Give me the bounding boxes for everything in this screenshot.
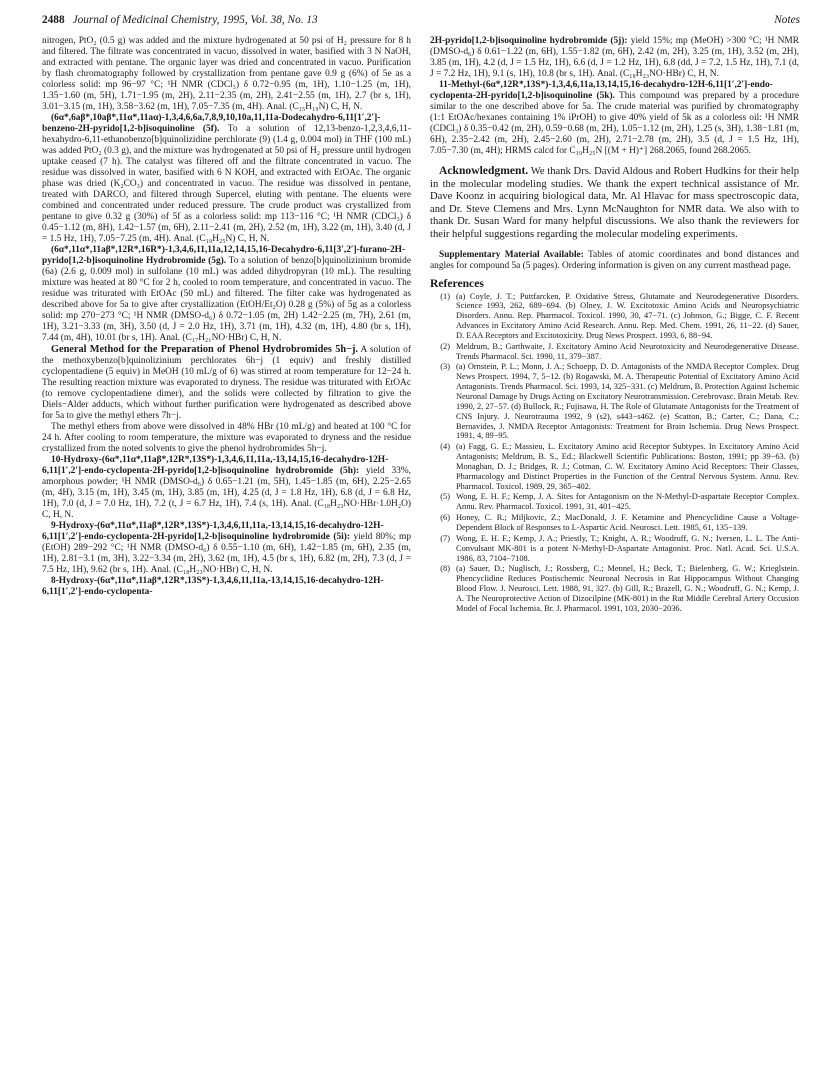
right-column — [430, 36, 799, 615]
body-columns — [42, 36, 800, 615]
supplementary-title: Supplementary Material Available: — [439, 249, 584, 260]
reference-item — [430, 534, 799, 564]
paragraph-5g — [42, 245, 411, 344]
paragraph-5k — [430, 80, 799, 157]
reference-item — [430, 564, 799, 613]
compound-name-5i: 9-Hydroxy-(6α*,11α*,11aβ*,12R*,13S*)-1,3,4,6,11,11a,-13,14,15,16-decahydro-12H-6,11[1′,2′]-endo-cyclopenta-2H-pyrido[1,2-b]isoquinoline hydrobromide (5i): — [42, 521, 384, 542]
procedure-5f: To a solution of 12,13-benzo-1,2,3,4,6,11-hexahydro-6,11-ethanobenzo[b]quinolizidine perchlorate (9) (1.4 g, 0.004 mol) in THF (100 mL) was added PtO₂ (0.3 g), and the mixture was hydrogenated at 50 psi of H₂ pressure until hydrogen uptake ceased (7 h). The catalyst was filtered off and the filtrate concentrated in vacuo. The residue was dissolved in water, basified with 6 N KOH, and extracted with EtOAc. The organic phase was dried (K₂CO₃) and concentrated in vacuo. The residue was dissolved in pentane, treated with DARCO, and filtered through Supercel, eluting with pentane. The eluents were combined and concentrated under reduced pressure. The crude product was crystallized from pentane to give 0.32 g (30%) of 5f as a colorless solid: mp 113−116 °C; ¹H NMR (CDCl₃) δ 0.45−1.12 (m, 8H), 1.42−1.57 (m, 6H), 2.11−2.41 (m, 2H), 2.52 (m, 1H), 3.22 (m, 1H), 3.40 (d, J = 1.5 Hz, 1H), 7.05−7.25 (m, 4H). Anal. (C₁₉H₂₅N) C, H, N. — [42, 124, 411, 244]
reference-text: (a) Ornstein, P. L.; Monn, J. A.; Schoepp, D. D. Antagonists of the NMDA Receptor Complex. Drug News Prospect. 1994, 7, 5−12. (b) Rogawski, M. A. Therapeutic Potential of Excitatory Amino Acid Antagonists. Trends Pharmacol. Sci. 1993, 14, 325−331. (c) Meldrum, B. Protection Against Ischemic Neuronal Damage by Drugs Acting on Excitatory Neurotransmission. Cerebrovasc. Brain Metab. Rev. 1990, 2, 27−57. (d) Bullock, R.; Fujisawa, H. The Role of Glutamate Antagonists for the Treatment of CNS Injury. J. Neurotrauma 1992, 9 (s2), s443−s462. (e) Scatton, B.; Carter, C.; Dana, C.; Bernavides, J. NMDA Receptor Antagonists: Treatment for Brain Ischemia. Drug News Prospect. 1991, 4, 89−95. — [456, 362, 799, 441]
running-head — [42, 14, 800, 36]
left-column — [42, 36, 411, 615]
supplementary-body: Tables of atomic coordinates and bond distances and angles for compound 5a (5 pages). Ordering information is given on any current masthead page. — [430, 249, 799, 271]
paragraph-5i — [42, 521, 411, 576]
general-method-body: A solution of the methoxybenzo[b]quinolizinium perchlorates 6h−j (1 equiv) and freshly distilled cyclopentadiene (5 equiv) in MeOH (10 mL/g of 6) was stirred at room temperature for 12−24 h. The resulting reaction mixture was evaporated to dryness. The residue was triturated with EtOAc (to remove cyclopentadiene dimer), and the solids were collected by filtration to give the Diels−Alder adducts, which without further purification were hydrogenated as described above for 5a to give the methyl ethers 7h−j. — [42, 345, 411, 421]
journal-citation: Journal of Medicinal Chemistry, 1995, Vol. 38, No. 13 — [72, 14, 318, 26]
references-list — [430, 292, 799, 614]
compound-name-5j-end: 2H-pyrido[1,2-b]isoquinoline hydrobromide (5j): — [430, 36, 628, 46]
procedure-5h: yield 33%, amorphous powder; ¹H NMR (DMSO-d₆) δ 0.65−1.21 (m, 5H), 1.45−1.85 (m, 6H), 2.25−2.65 (m, 4H), 3.15 (m, 1H), 3.45 (m, 1H), 3.85 (m, 1H), 4.25 (d, J = 1.8 Hz, 1H), 6.8 (d, J = 6.8 Hz, 1H), 7.0 (d, J = 7.0 Hz, 1H), 7.2 (t, J = 6.7 Hz, 1H), 7.4 (s, 1H). Anal. (C₁₈H₂₃NO·HBr·1.0H₂O) C, H, N. — [42, 466, 412, 520]
paragraph-5h — [42, 455, 411, 521]
reference-text: Wong, E. H. F.; Kemp, J. A.; Priestly, T.; Knight, A. R.; Woodruff, G. N.; Iversen, L. L. The Anti-Convulsant MK-801 is a potent N-Methyl-D-Aspartate Antagonist. Proc. Natl. Acad. Sci. U.S.A. 1986, 83, 7104−7108. — [456, 533, 799, 563]
paragraph-5j-start — [42, 576, 411, 598]
reference-number: (4) — [440, 442, 450, 452]
reference-text: (a) Coyle, J. T.; Puttfarcken, P. Oxidative Stress, Glutamate and Neurodegenerative Disorders. Science 1993, 262, 689−694. (b) Olney, J. W. Excitotoxic Amino Acids and Neuropsychiatric Disorders. Annu. Rep. Pharmacol. Toxicol. 1990, 30, 47−71. (c) Johnson, G.; Bigge, C. F. Recent Advances in Excitatory Amino Acid Research. Annu. Rep. Med. Chem. 1991, 26, 11−22. (d) Sauer, D. EAA Receptors and Excitotoxicity. Drug News Prospect. 1993, 6, 88−94. — [456, 291, 799, 340]
reference-item — [430, 292, 799, 341]
procedure-5j: yield 15%; mp (MeOH) >300 °C; ¹H NMR (DMSO-d₆) δ 0.61−1.22 (m, 6H), 1.55−1.82 (m, 6H), 2.42 (m, 2H), 3.25 (m, 1H), 3.52 (m, 2H), 3.85 (m, 1H), 4.2 (d, J = 1.5 Hz, 1H), 6.6 (d, J = 1.2 Hz, 1H), 6.8 (dd, J = 7.2, 1.5 Hz, 1H), 7.1 (d, J = 7.2 Hz, 1H), 9.1 (s, 1H), 10.8 (br s, 1H). Anal. (C₁₈H₂₃NO·HBr) C, H, N. — [430, 36, 799, 79]
references-heading: References — [430, 276, 484, 290]
reference-number: (2) — [440, 341, 450, 351]
paragraph-5e: nitrogen, PtO₂ (0.5 g) was added and the mixture hydrogenated at 50 psi of H₂ pressure for 8 h and filtered. The filtrate was concentrated in vacuo, dissolved in water, basified with 3 N NaOH, and extracted with pentane. The organic layer was dried and concentrated in vacuo. Purification by flash chromatography followed by crystallization from pentane gave 0.9 g (6%) of 5e as a colorless solid: mp 96−97 °C; ¹H NMR (CDCl₃) δ 0.72−0.95 (m, 1H), 1.10−1.25 (m, 1H), 1.35−1.60 (m, 5H), 1.71−1.95 (m, 2H), 2.11−2.35 (m, 2H), 2.41−2.55 (m, 1H), 2.7 (br s, 1H), 3.01−3.15 (m, 1H), 3.58−3.62 (m, 1H), 7.05−7.35 (m, 4H). Anal. (C₁₅H₁₉N) C, H, N. — [42, 36, 411, 112]
reference-number: (8) — [440, 564, 450, 574]
compound-name-5j-start: 8-Hydroxy-(6α*,11α*,11aβ*,12R*,13S*)-1,3,4,6,11,11a,-13,14,15,16-decahydro-12H-6,11[1′,2′]-endo-cyclopenta- — [42, 576, 384, 597]
reference-item — [430, 513, 799, 533]
reference-item — [430, 362, 799, 441]
reference-text: (a) Sauer, D.; Nuglisch, J.; Rossberg, C.; Mennel, H.; Beck, T.; Bielenberg, G. W.; Krieglstein. Phencyclidine Reduces Postischemic Neuronal Necrosis in Rat Hippocampus Without Changing Blood Flow. J. Neurosci. Lett. 1988, 91, 327. (b) Gill, R.; Brazell, G. N.; Woodruff, G. N.; Kemp, J. A. The Neuroprotective Action of Dizocilpine (MK-801) in the Rat Middle Cerebral Artery Occusion Model of Focal Ischemia. Br. J. Pharmacol. 1991, 103, 2030−2036. — [456, 564, 799, 613]
acknowledgment — [430, 165, 799, 242]
compound-name-5f: (6α*,6aβ*,10aβ*,11α*,11aα)-1,3,4,6,6a,7,8,9,10,10a,11,11a-Dodecahydro-6,11[1′,2′]-benzeno-2H-pyrido[1,2-b]isoquinoline (5f). — [42, 113, 381, 134]
reference-text: Meldrum, B.; Garthwaite, J. Excitatory Amino Acid Neurotoxicity and Neurodegenerative Disease. Trends Pharmacol. Sci. 1990, 11, 379−387. — [456, 341, 799, 361]
reference-item — [430, 442, 799, 491]
paragraph-methyl-ethers: The methyl ethers from above were dissolved in 48% HBr (10 mL/g) and heated at 100 °C for 24 h. After cooling to room temperature, the mixture was evaporated to dryness and the residue crystallized from the noted solvents to give the phenol hydrobromides 5h−j. — [42, 422, 411, 454]
procedure-5g: To a solution of benzo[b]quinolizinium bromide (6a) (2.6 g, 0.009 mol) in sulfolane (10 mL) was added dihydropyran (10 mL). The resulting mixture was heated at 80 °C for 2 h, cooled to room temperature, and concentrated in vacuo. The residue was triturated with EtOAc (50 mL) and filtered. The filter cake was hydrogenated as described above for 5a to give after crystallization (EtOH/Et₂O) 0.28 g (5%) of 5g as a colorless solid: mp 270−273 °C; ¹H NMR (DMSO-d₆) δ 0.72−1.05 (m, 2H) 1.42−2.25 (m, 7H), 2.61 (m, 1H), 3.21−3.33 (m, 3H), 3.50 (d, J = 2.0 Hz, 1H), 3.71 (m, 1H), 4.32 (m, 1H), 4.80 (br s, 1H), 7.44 (m, 4H), 10.01 (br s, 1H). Anal. (C₁₇H₂₁NO·HBr) C, H, N. — [42, 256, 412, 343]
compound-name-5h: 10-Hydroxy-(6α*,11α*,11aβ*,12R*,13S*)-1,3,4,6,11,11a,-13,14,15,16-decahydro-12H-6,11[1′,2′]-endo-cyclopenta-2H-pyrido[1,2-b]isoquinoline hydrobromide (5h): — [42, 455, 389, 476]
page-number: 2488 — [42, 14, 65, 26]
reference-number: (5) — [440, 492, 450, 502]
reference-text: Honey, C. R.; Miljkovic, Z.; MacDonald, J. F. Ketamine and Phencyclidine Cause a Voltage-Dependent Block of Responses to L-Aspartic Acid. Neurosci. Lett. 1985, 61, 135−139. — [456, 513, 799, 532]
reference-item — [430, 492, 799, 512]
procedure-5i: yield 80%; mp (EtOH) 289−292 °C; ¹H NMR (DMSO-d₆) δ 0.55−1.10 (m, 6H), 1.42−1.85 (m, 6H), 2.35 (m, 1H), 2.81−3.1 (m, 3H), 3.22−3.34 (m, 2H), 3.62 (m, 1H), 4.5 (br s, 1H), 6.82 (m, 2H), 7.3 (d, J = 7.5 Hz, 1H), 9.62 (br s, 1H). Anal. (C₁₈H₂₃NO·HBr) C, H, N. — [42, 532, 412, 575]
paragraph-general-method — [42, 344, 411, 422]
compound-name-5k: 11-Methyl-(6α*,12R*,13S*)-1,3,4,6,11a,13,14,15,16-decahydro-12H-6,11[1′,2′]-endo-cyclopenta-2H-pyrido[1,2-b]isoquinoline (5k). — [430, 80, 773, 101]
running-head-left — [42, 14, 318, 26]
reference-number: (7) — [440, 533, 450, 543]
reference-item — [430, 342, 799, 362]
reference-text: (a) Fagg, G. E.; Massieu, L. Excitatory Amino acid Receptor Subtypes. In Excitatory Amino Acid Antagonists; Meldrum, B. S., Ed.; Blackwell Scientific Publications: Boston, 1991; pp 39−63. (b) Monaghan, D. J.; Bridges, R. J.; Cotman, C. W. Excitatory Amino Acid Receptors: Their Classes, Pharmacology and Distinct Properties in the Function of the Central Nervous System. Annu. Rev. Pharmacol. Toxicol. 1989, 29, 365−402. — [456, 442, 799, 491]
reference-text: Wong, E. H. F.; Kemp, J. A. Sites for Antagonism on the N-Methyl-D-aspartate Receptor Complex. Annu. Rev. Pharmacol. Toxicol. 1991, 31, 401−425. — [456, 492, 799, 512]
procedure-5k: This compound was prepared by a procedure similar to the one described above for 5a. The crude material was purified by chromatography (1:1 EtOAc/hexanes containing 1% iPrOH) to give 40% yield of 5k as a colorless oil: ¹H NMR (CDCl₃) δ 0.35−0.42 (m, 2H), 0.59−0.68 (m, 2H), 1.05−1.12 (m, 2H), 1.25 (s, 3H), 1.38−1.81 (m, 6H), 2.35−2.42 (m, 2H), 2.45−2.60 (m, 2H), 2.71−2.78 (m, 2H), 3.5 (d, J = 1.5 Hz, 1H), 7.05−7.30 (m, 4H); HRMS calcd for C₁₉H₂₅N [(M + H)⁺] 268.2065, found 268.2065. — [430, 91, 799, 156]
section-name: Notes — [774, 14, 800, 26]
paragraph-5j — [430, 36, 799, 80]
compound-name-5g: (6α*,11α*,11aβ*,12R*,16R*)-1,3,4,6,11,11a,12,14,15,16-Decahydro-6,11[3′,2′]-furano-2H-pyrido[1,2-b]isoquinoline Hydrobromide (5g). — [42, 245, 406, 266]
reference-number: (3) — [440, 362, 450, 372]
reference-number: (6) — [440, 513, 450, 523]
reference-number: (1) — [440, 291, 450, 301]
acknowledgment-body: We thank Drs. David Aldous and Robert Hudkins for their help in the molecular modeling studies. We thank the expert technical assistance of Mr. Dave Koonz in acquiring biological data, Mr. Al Hlavac for mass spectroscopic data, and Dr. Steve Clemens and Mrs. Lynn McNaughton for NMR data. We also with to thank Dr. Susan Ward for many helpful discussions. We also thank the reviewers for their helpful suggestions regarding the molecular modeling experiments. — [430, 166, 799, 240]
acknowledgment-title: Acknowledgment. — [439, 164, 529, 177]
paragraph-5f — [42, 113, 411, 245]
general-method-heading: General Method for the Preparation of Phenol Hydrobromides 5h−j. — [51, 344, 358, 355]
supplementary-material — [430, 250, 799, 272]
